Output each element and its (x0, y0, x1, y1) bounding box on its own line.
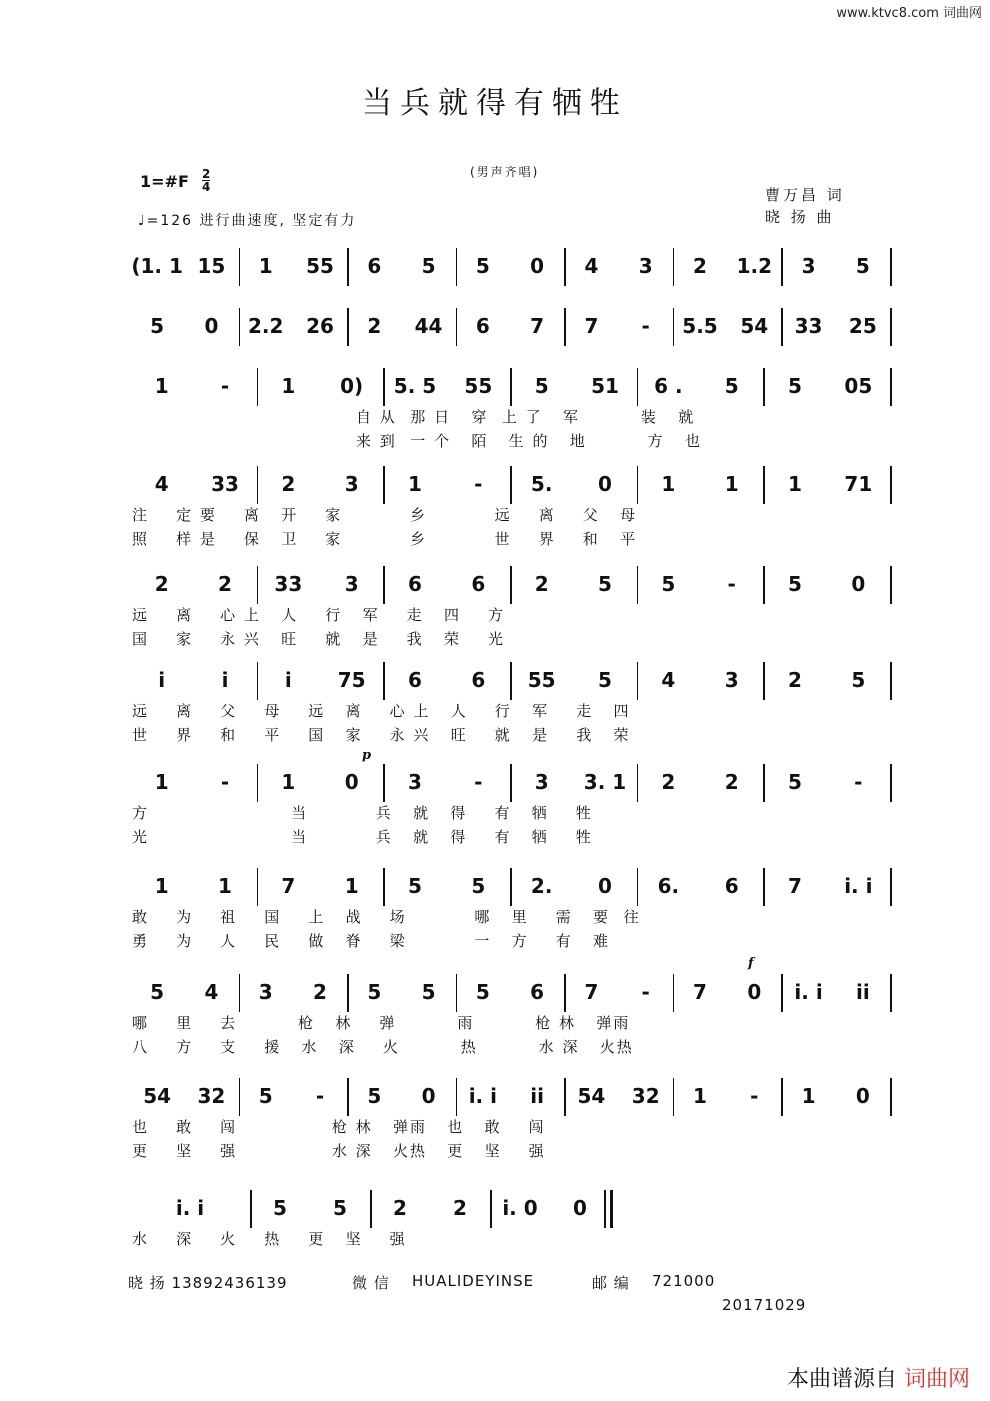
note: 2.2 (247, 314, 284, 338)
note: i. i (844, 874, 873, 898)
note: i. i (175, 1196, 205, 1220)
barline (763, 466, 765, 504)
note: 54 (740, 314, 769, 338)
note: 5. 5 (393, 374, 437, 398)
note: 1 (788, 472, 802, 496)
barline (781, 974, 783, 1012)
note: 6 (471, 668, 486, 692)
barline (890, 974, 892, 1012)
note: 5 (258, 1084, 273, 1108)
note: 0 (344, 770, 359, 794)
barline (781, 248, 783, 286)
note: 5 (273, 1196, 287, 1220)
note: i (221, 668, 229, 692)
note: 6 (724, 874, 739, 898)
note: 4 (584, 254, 599, 278)
footer-contact: 晓 扬 13892436139 (128, 1274, 288, 1292)
note: 6 (530, 980, 545, 1004)
lyric-line: 世 界 和 平 国 家 永 兴 旺 就 是 我 荣 (132, 726, 631, 744)
barline (490, 1190, 492, 1228)
note: 7 (693, 980, 707, 1004)
barline (257, 764, 259, 802)
note: i (284, 668, 292, 692)
note: 0 (598, 874, 612, 898)
barline (456, 974, 458, 1012)
barline (383, 868, 385, 906)
note: 5 (471, 874, 486, 898)
note: 6 (408, 572, 422, 596)
note: 32 (631, 1084, 660, 1108)
note: 1 (408, 472, 422, 496)
note: 2 (724, 770, 739, 794)
barline (510, 368, 512, 406)
note: 71 (844, 472, 873, 496)
song-title: 当兵就得有牺牲 (362, 86, 628, 121)
barline (890, 868, 892, 906)
barline (510, 566, 512, 604)
lyric-line: 国 家 永 兴 旺 就 是 我 荣 光 (132, 630, 506, 648)
note: - (220, 374, 230, 398)
note: 2 (154, 572, 169, 596)
barline (239, 308, 241, 346)
note: 3 (408, 770, 422, 794)
barline (673, 248, 675, 286)
barline (763, 662, 765, 700)
lyric-line: 勇 为 人 民 做 脊 梁 一 方 有 难 (132, 932, 611, 950)
note: 2 (693, 254, 707, 278)
note: 6 (471, 572, 486, 596)
note: 5 (788, 374, 802, 398)
note: 5 (475, 980, 490, 1004)
barline (637, 466, 639, 504)
note: 5 (855, 254, 870, 278)
barline (347, 1078, 349, 1116)
note: 1 (154, 770, 169, 794)
lyric-line: 自 从 那 日 穿 上 了 军 装 就 (356, 408, 696, 426)
barline (564, 974, 566, 1012)
note: 1 (218, 874, 232, 898)
note: 15 (197, 254, 226, 278)
source-note (787, 1362, 970, 1393)
lyric-line: 远 离 心 上 人 行 军 走 四 方 (132, 606, 506, 624)
note: 7 (584, 980, 599, 1004)
barline (383, 368, 385, 406)
final-barline (610, 1190, 613, 1228)
barline (637, 566, 639, 604)
note: 5 (788, 572, 802, 596)
note: 2 (534, 572, 549, 596)
dynamic-piano: p (362, 748, 372, 763)
note: 05 (844, 374, 873, 398)
barline (383, 466, 385, 504)
note: 0 (855, 1084, 870, 1108)
note: 3 (534, 770, 549, 794)
barline (456, 1078, 458, 1116)
note: 0 (204, 314, 219, 338)
note: 5 (534, 374, 549, 398)
note: 5 (475, 254, 490, 278)
key-signature: 1=#F (140, 172, 189, 191)
note: 5 (421, 254, 436, 278)
lyricist-credit: 曹万昌 词 (765, 186, 845, 204)
note: 5 (788, 770, 802, 794)
note: 5 (724, 374, 739, 398)
barline (890, 662, 892, 700)
note: 1.2 (736, 254, 772, 278)
note: 6. (657, 874, 680, 898)
footer-post-label: 邮 编 (592, 1274, 630, 1292)
lyric-line: 更 坚 强 水 深 火热 更 坚 强 (132, 1142, 546, 1160)
note: - (641, 980, 650, 1004)
note: 5 (367, 980, 382, 1004)
note: 5 (421, 980, 436, 1004)
note: 0) (340, 374, 364, 398)
note: 3 (344, 472, 359, 496)
note: 5 (367, 1084, 382, 1108)
lyric-line: 远 离 父 母 远 离 心 上 人 行 军 走 四 (132, 702, 631, 720)
note: i. i (468, 1084, 497, 1108)
note: 0 (747, 980, 762, 1004)
barline (257, 466, 259, 504)
note: 5 (598, 668, 612, 692)
note: 55 (464, 374, 493, 398)
note: 75 (337, 668, 366, 692)
barline (456, 308, 458, 346)
footer-date: 20171029 (722, 1296, 807, 1314)
note: 33 (211, 472, 239, 496)
lyric-line: 哪 里 去 枪 林 弹 雨 枪 林 弹雨 (132, 1014, 631, 1032)
lyric-line: 注 定 要 离 开 家 乡 远 离 父 母 (132, 506, 638, 524)
note: 6 (367, 254, 382, 278)
barline (257, 662, 259, 700)
note: 5 (408, 874, 422, 898)
barline (637, 764, 639, 802)
barline (564, 1078, 566, 1116)
note: 4 (154, 472, 169, 496)
barline (510, 868, 512, 906)
note: 5 (150, 314, 165, 338)
note: - (474, 770, 483, 794)
note: 25 (848, 314, 877, 338)
note: 1 (801, 1084, 816, 1108)
note: 4 (204, 980, 219, 1004)
lyric-line: 水 深 火 热 更 坚 强 (132, 1230, 407, 1248)
barline (383, 662, 385, 700)
barline (673, 974, 675, 1012)
note: - (641, 314, 650, 338)
barline (890, 248, 892, 286)
note: 2 (313, 980, 327, 1004)
barline (781, 308, 783, 346)
note: 3 (801, 254, 816, 278)
barline (383, 566, 385, 604)
barline (890, 566, 892, 604)
note: 5 (661, 572, 676, 596)
lyric-line: 八 方 支 援 水 深 火 热 水 深 火热 (132, 1038, 634, 1056)
barline (239, 974, 241, 1012)
note: (1. 1 (131, 254, 183, 278)
barline (673, 1078, 675, 1116)
note: 5.5 (682, 314, 718, 338)
note: 1 (154, 874, 169, 898)
note: 0 (851, 572, 866, 596)
barline (347, 974, 349, 1012)
note: 3. 1 (583, 770, 627, 794)
note: 0 (598, 472, 612, 496)
note: 44 (414, 314, 443, 338)
barline (890, 764, 892, 802)
barline (763, 764, 765, 802)
barline (781, 1078, 783, 1116)
note: 2 (218, 572, 232, 596)
time-signature: 2 4 (202, 167, 211, 194)
note: i. 0 (502, 1196, 538, 1220)
tempo-marking: ♩=126 进行曲速度, 坚定有力 (138, 213, 357, 229)
source-site: 词曲网 (903, 1367, 970, 1392)
note: 7 (530, 314, 545, 338)
note: i. i (794, 980, 823, 1004)
footer-wechat-label: 微 信 (352, 1274, 390, 1292)
barline (637, 868, 639, 906)
barline (257, 368, 259, 406)
barline (763, 566, 765, 604)
note: 26 (306, 314, 334, 338)
note: - (727, 572, 736, 596)
note: i (158, 668, 166, 692)
note: 54 (143, 1084, 172, 1108)
note: ii (530, 1084, 544, 1108)
note: 2 (661, 770, 676, 794)
barline (890, 466, 892, 504)
barline (890, 1078, 892, 1116)
note: 3 (344, 572, 359, 596)
note: 6 (475, 314, 490, 338)
note: 51 (591, 374, 619, 398)
site-watermark: www.ktvc8.com 词曲网 (836, 6, 982, 21)
barline (637, 662, 639, 700)
note: - (474, 472, 483, 496)
lyric-line: 敢 为 祖 国 上 战 场 哪 里 需 要 往 (132, 908, 641, 926)
note: 32 (197, 1084, 226, 1108)
note: 2 (453, 1196, 467, 1220)
note: 7 (788, 874, 802, 898)
note: 0 (530, 254, 545, 278)
note: 2 (367, 314, 382, 338)
lyric-line: 照 样 是 保 卫 家 乡 世 界 和 平 (132, 530, 638, 548)
source-prefix: 本曲谱源自 (786, 1367, 897, 1392)
barline (510, 662, 512, 700)
note: 7 (584, 314, 599, 338)
note: 2 (281, 472, 296, 496)
note: ii (855, 980, 870, 1004)
note: 33 (274, 572, 303, 596)
barline (250, 1190, 252, 1228)
note: 2. (530, 874, 553, 898)
note: - (220, 770, 230, 794)
barline (347, 248, 349, 286)
note: 1 (724, 472, 739, 496)
barline (890, 308, 892, 346)
note: 55 (527, 668, 556, 692)
note: 33 (794, 314, 823, 338)
barline (673, 308, 675, 346)
note: 3 (258, 980, 273, 1004)
barline (370, 1190, 372, 1228)
barline (510, 764, 512, 802)
barline (239, 1078, 241, 1116)
footer-post: 721000 (652, 1272, 716, 1290)
lyric-line: 光 当 兵 就 得 有 牺 牲 (132, 828, 593, 846)
note: 1 (344, 874, 359, 898)
final-barline (604, 1190, 606, 1228)
note: 7 (281, 874, 296, 898)
note: 1 (258, 254, 273, 278)
note: 5 (851, 668, 866, 692)
note: 3 (724, 668, 739, 692)
footer-wechat: HUALIDEYINSE (412, 1272, 535, 1290)
barline (456, 248, 458, 286)
note: 6 . (654, 374, 683, 398)
note: - (854, 770, 863, 794)
barline (763, 368, 765, 406)
note: - (750, 1084, 759, 1108)
note: 5 (150, 980, 165, 1004)
note: 5. (530, 472, 553, 496)
dynamic-forte: f (748, 956, 754, 971)
barline (257, 566, 259, 604)
barline (890, 368, 892, 406)
barline (383, 764, 385, 802)
note: 54 (577, 1084, 606, 1108)
barline (564, 248, 566, 286)
barline (564, 308, 566, 346)
barline (510, 466, 512, 504)
barline (257, 868, 259, 906)
barline (239, 248, 241, 286)
lyric-line: 也 敢 闯 枪 林 弹雨 也 敢 闯 (132, 1118, 546, 1136)
note: 6 (408, 668, 422, 692)
note: 5 (333, 1196, 347, 1220)
note: 2 (393, 1196, 407, 1220)
note: 55 (306, 254, 334, 278)
note: 3 (638, 254, 653, 278)
note: 0 (573, 1196, 587, 1220)
barline (763, 868, 765, 906)
barline (347, 308, 349, 346)
voice-type: (男声齐唱) (470, 165, 540, 179)
note: 1 (281, 770, 296, 794)
composer-credit: 晓 扬 曲 (765, 208, 835, 226)
note: 0 (421, 1084, 436, 1108)
note: 1 (281, 374, 296, 398)
note: 1 (661, 472, 676, 496)
lyric-line: 来 到 一 个 陌 生 的 地 方 也 (356, 432, 702, 450)
barline (637, 368, 639, 406)
note: 1 (693, 1084, 707, 1108)
note: 2 (788, 668, 802, 692)
note: 5 (598, 572, 612, 596)
note: 1 (154, 374, 169, 398)
note: - (315, 1084, 325, 1108)
note: 4 (661, 668, 676, 692)
lyric-line: 方 当 兵 就 得 有 牺 牲 (132, 804, 593, 822)
